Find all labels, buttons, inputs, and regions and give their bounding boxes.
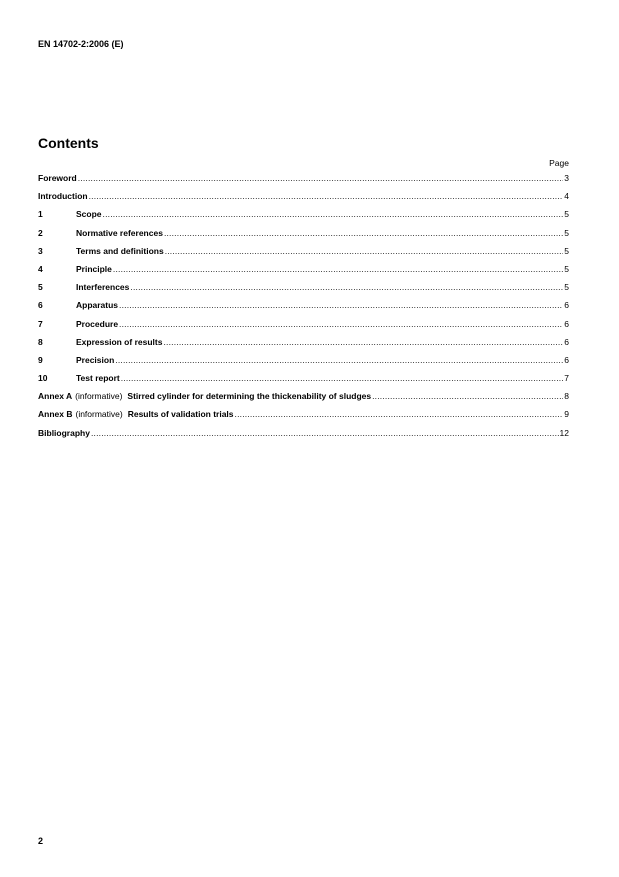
- toc-entry-annex-b[interactable]: [38, 409, 569, 427]
- toc-entry-apparatus[interactable]: [38, 300, 569, 318]
- toc-entry-number: 7: [38, 318, 43, 329]
- page-column-header: Page: [549, 158, 569, 168]
- toc-entry-page: 5: [564, 263, 569, 274]
- toc-entry-principle[interactable]: [38, 264, 569, 282]
- toc-entry-label: Expression of results: [76, 336, 163, 347]
- toc-entry-label: Procedure: [76, 318, 119, 329]
- toc-entry-label: Foreword: [38, 173, 77, 183]
- toc-entry-number: 3: [38, 245, 43, 256]
- leader-dots: [119, 319, 563, 329]
- toc-entry-interferences[interactable]: [38, 282, 569, 300]
- leader-dots: [89, 191, 564, 201]
- toc-entry-page: 6: [564, 336, 569, 347]
- table-of-contents: [38, 173, 569, 446]
- leader-dots: [91, 428, 559, 438]
- annex-type: (informative): [75, 409, 123, 420]
- toc-entry-annex-a[interactable]: [38, 391, 569, 409]
- toc-entry-bibliography[interactable]: [38, 428, 569, 446]
- annex-label: Annex B: [38, 409, 73, 420]
- toc-entry-label: Interferences: [76, 282, 130, 293]
- toc-entry-label: Stirred cylinder for determining the thickenability of sludges: [127, 391, 372, 402]
- toc-entry-label: Principle: [76, 263, 112, 274]
- contents-title: Contents: [38, 135, 99, 151]
- toc-entry-label: Results of validation trials: [127, 409, 234, 420]
- toc-entry-label: Bibliography: [38, 427, 90, 438]
- toc-entry-number: 10: [38, 373, 48, 384]
- page-number: 2: [38, 836, 44, 846]
- toc-entry-number: 4: [38, 263, 43, 274]
- leader-dots: [235, 409, 564, 419]
- toc-entry-page: 12: [559, 427, 569, 438]
- toc-entry-page: 5: [564, 227, 569, 238]
- toc-entry-page: 9: [564, 409, 569, 420]
- toc-entry-label: Terms and definitions: [76, 245, 164, 256]
- toc-entry-precision[interactable]: [38, 355, 569, 373]
- toc-entry-number: 5: [38, 282, 43, 293]
- toc-entry-label: Normative references: [76, 227, 163, 238]
- leader-dots: [119, 300, 563, 310]
- leader-dots: [115, 355, 563, 365]
- toc-entry-page: 6: [564, 300, 569, 311]
- toc-entry-label: Precision: [76, 354, 115, 365]
- toc-entry-page: 5: [564, 209, 569, 220]
- toc-entry-number: 8: [38, 336, 43, 347]
- toc-entry-page: 5: [564, 245, 569, 256]
- toc-entry-number: 2: [38, 227, 43, 238]
- toc-entry-number: 9: [38, 354, 43, 365]
- leader-dots: [130, 282, 563, 292]
- toc-entry-terms-and-definitions[interactable]: [38, 246, 569, 264]
- toc-entry-scope[interactable]: [38, 209, 569, 227]
- leader-dots: [163, 337, 563, 347]
- annex-label: Annex A: [38, 391, 73, 402]
- toc-entry-page: 6: [564, 354, 569, 365]
- leader-dots: [103, 209, 564, 219]
- toc-entry-label: Introduction: [38, 191, 88, 202]
- leader-dots: [78, 173, 564, 183]
- toc-entry-label: Scope: [76, 209, 102, 220]
- document-id: EN 14702-2:2006 (E): [38, 39, 124, 49]
- toc-entry-page: 6: [564, 318, 569, 329]
- toc-entry-page: 8: [564, 391, 569, 402]
- toc-entry-number: 1: [38, 209, 43, 220]
- toc-entry-page: 3: [564, 173, 569, 183]
- leader-dots: [113, 264, 563, 274]
- toc-entry-label: Test report: [76, 373, 120, 384]
- toc-entry-foreword[interactable]: [38, 173, 569, 191]
- leader-dots: [165, 246, 564, 256]
- toc-entry-page: 4: [564, 191, 569, 202]
- toc-entry-label: Apparatus: [76, 300, 119, 311]
- toc-entry-introduction[interactable]: [38, 191, 569, 209]
- annex-type: (informative): [75, 391, 123, 402]
- leader-dots: [372, 391, 563, 401]
- toc-entry-page: 5: [564, 282, 569, 293]
- toc-entry-test-report[interactable]: [38, 373, 569, 391]
- leader-dots: [121, 373, 563, 383]
- toc-entry-procedure[interactable]: [38, 319, 569, 337]
- toc-entry-number: 6: [38, 300, 43, 311]
- toc-entry-expression-of-results[interactable]: [38, 337, 569, 355]
- toc-entry-normative-references[interactable]: [38, 228, 569, 246]
- toc-entry-page: 7: [564, 373, 569, 384]
- leader-dots: [164, 228, 563, 238]
